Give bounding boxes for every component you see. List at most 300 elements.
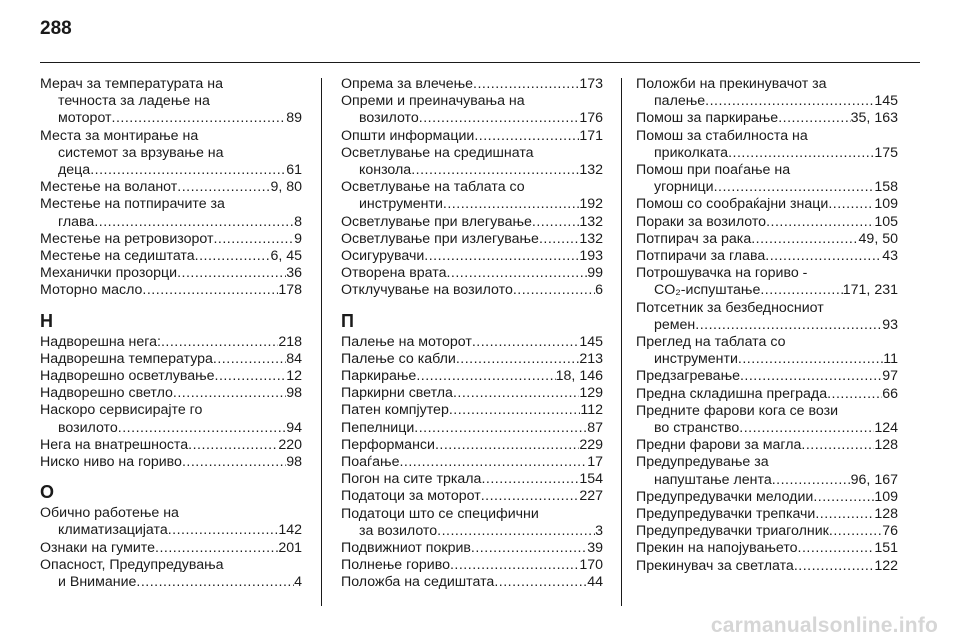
index-entry-term: приколката xyxy=(654,144,729,161)
index-entry xyxy=(40,128,302,180)
index-entry-leader-row xyxy=(636,231,898,248)
dot-leader xyxy=(481,488,580,505)
index-entry-term: возилото xyxy=(58,419,118,436)
dot-leader xyxy=(453,385,579,402)
dot-leader xyxy=(828,196,874,213)
dot-leader xyxy=(161,334,278,351)
index-entry-pages: 173 xyxy=(579,76,603,92)
index-entry-leader-row xyxy=(341,162,603,179)
index-entry-pages: 128 xyxy=(874,437,898,454)
index-entry-text: Потрошувачка на гориво - xyxy=(636,265,808,282)
dot-leader xyxy=(539,231,579,248)
index-entry-leader-row xyxy=(40,437,302,454)
index-entry-term: Помош за паркирање xyxy=(636,110,779,127)
dot-leader xyxy=(766,214,874,231)
dot-leader xyxy=(215,368,287,385)
index-entry xyxy=(636,300,898,334)
dot-leader xyxy=(760,282,842,299)
index-entry-term: Патен компјутер xyxy=(341,402,449,419)
index-entry-text: системот за врзување на xyxy=(58,144,224,161)
dot-leader xyxy=(801,437,874,454)
index-entry-pages: 229 xyxy=(579,436,603,453)
index-entry-term: Ниско ниво на гориво xyxy=(40,454,182,471)
index-entry-pages: 18, 146 xyxy=(555,368,603,385)
index-entry-pages: 93 xyxy=(882,316,898,333)
dot-leader xyxy=(437,523,595,540)
index-entry-pages: 192 xyxy=(579,196,603,213)
dot-leader xyxy=(751,231,858,248)
index-entry-term: угорници xyxy=(654,179,714,196)
index-entry xyxy=(40,557,302,591)
index-entry-term: Надворешна температура xyxy=(40,350,213,367)
index-entry-leader-row xyxy=(40,282,302,299)
index-entry-leader-row xyxy=(341,214,603,231)
index-column-2 xyxy=(341,76,603,592)
index-entry xyxy=(341,93,603,127)
index-entry-term: Паркирни светла xyxy=(341,385,453,402)
index-entry-leader-row xyxy=(40,574,302,591)
index-entry-text: Осветлување на средишната xyxy=(341,144,534,161)
index-entry xyxy=(40,231,302,248)
dot-leader xyxy=(195,248,271,265)
index-entry-leader-row xyxy=(40,334,302,351)
index-entry-term: Нега на внатрешноста xyxy=(40,436,189,453)
index-entry-leader-row xyxy=(341,540,603,557)
dot-leader xyxy=(443,196,579,213)
index-entry-term: Помош со сообраќајни знаци xyxy=(636,196,829,213)
index-entry-term: ремен xyxy=(654,316,696,333)
index-entry-pages: 112 xyxy=(580,402,603,419)
index-entry xyxy=(40,282,302,299)
index-entry-leader-row xyxy=(40,351,302,368)
index-entry-pages: 94 xyxy=(286,419,302,436)
dot-leader xyxy=(829,523,882,540)
index-section-letter: Н xyxy=(40,310,53,331)
index-column-3 xyxy=(636,76,898,575)
dot-leader xyxy=(471,540,587,557)
index-entry-pages: 96, 167 xyxy=(850,471,898,488)
index-entry xyxy=(40,179,302,196)
index-entry xyxy=(341,574,603,591)
index-entry-pages: 84 xyxy=(286,350,302,367)
index-entry-pages: 227 xyxy=(579,488,603,505)
index-entry-text: Наскоро сервисирајте го xyxy=(40,402,203,419)
index-entry-leader-row xyxy=(341,76,603,93)
dot-leader xyxy=(450,557,579,574)
index-entry xyxy=(40,334,302,351)
index-entry-term: Надворешна нега: xyxy=(40,333,161,350)
index-entry-pages: 129 xyxy=(579,385,603,402)
dot-leader xyxy=(695,317,882,334)
index-entry xyxy=(636,265,898,299)
header-rule xyxy=(40,62,920,63)
index-entry-leader-row xyxy=(341,128,603,145)
index-entry xyxy=(40,454,302,471)
index-entry-leader-row xyxy=(636,437,898,454)
index-entry-leader-row xyxy=(341,265,603,282)
index-entry-pages: 109 xyxy=(874,488,898,505)
index-entry-pages: 175 xyxy=(874,144,898,161)
index-entry-leader-row xyxy=(40,162,302,179)
dot-leader xyxy=(449,402,581,419)
index-entry-leader-row xyxy=(341,454,603,471)
index-entry-leader-row xyxy=(636,214,898,231)
index-entry-term: Потпирач за рака xyxy=(636,230,752,247)
index-entry xyxy=(341,334,603,351)
index-entry-leader-row xyxy=(341,437,603,454)
dot-leader xyxy=(142,282,278,299)
index-entry xyxy=(636,506,898,523)
index-entry-term: возилото xyxy=(359,110,419,127)
index-entry-term: инструменти xyxy=(359,196,443,213)
index-entry xyxy=(40,368,302,385)
index-entry-leader-row xyxy=(341,574,603,591)
index-entry-pages: 105 xyxy=(874,213,898,230)
index-entry-term: Прекинувач за светлата xyxy=(636,557,794,574)
index-entry-text: Мерач за температурата на xyxy=(40,76,223,92)
index-entry xyxy=(40,196,302,230)
dot-leader xyxy=(765,248,882,265)
index-entry xyxy=(636,454,898,488)
index-entry-leader-row xyxy=(40,179,302,196)
index-entry xyxy=(341,471,603,488)
index-entry-leader-row xyxy=(40,110,302,127)
index-entry xyxy=(40,248,302,265)
index-entry-text: Опреми и преиначувања на xyxy=(341,93,525,110)
index-entry xyxy=(636,231,898,248)
index-entry-pages: 99 xyxy=(587,265,603,282)
index-entry xyxy=(636,248,898,265)
index-entry xyxy=(341,145,603,179)
index-entry-pages: 76 xyxy=(882,523,898,540)
index-entry-pages: 151 xyxy=(874,540,898,557)
index-entry-text: Предните фарови кога се вози xyxy=(636,402,839,419)
index-entry-term: конзола xyxy=(359,162,412,179)
index-entry-text: Преглед на таблата со xyxy=(636,334,786,351)
index-entry-term: Моторно масло xyxy=(40,282,143,299)
dot-leader xyxy=(456,351,580,368)
index-entry-pages: 145 xyxy=(579,333,603,350)
index-entry-term: климатизацијата xyxy=(58,522,168,539)
dot-leader xyxy=(714,179,875,196)
index-entry xyxy=(341,506,603,540)
index-entry xyxy=(40,540,302,557)
index-entry-pages: 17 xyxy=(587,454,603,471)
dot-leader xyxy=(136,574,294,591)
index-entry xyxy=(636,76,898,110)
index-entry xyxy=(341,265,603,282)
index-entry-pages: 170 xyxy=(579,557,603,574)
dot-leader xyxy=(213,231,294,248)
index-entry-text: течноста за ладење на xyxy=(58,93,210,110)
index-entry-leader-row xyxy=(341,402,603,419)
index-entry-leader-row xyxy=(341,471,603,488)
index-entry-pages: 66 xyxy=(882,385,898,402)
dot-leader xyxy=(473,76,579,93)
index-entry-term: палење xyxy=(654,93,706,110)
dot-leader xyxy=(168,522,279,539)
index-entry xyxy=(636,128,898,162)
index-entry-term: Предзагревање xyxy=(636,368,740,385)
dot-leader xyxy=(813,489,874,506)
index-entry-term: Општи информации xyxy=(341,127,475,144)
dot-leader xyxy=(472,334,580,351)
index-entry-leader-row xyxy=(636,248,898,265)
index-entry-pages: 158 xyxy=(874,179,898,196)
index-entry-leader-row xyxy=(636,282,898,299)
index-entry-pages: 132 xyxy=(579,230,603,247)
index-entry-pages: 220 xyxy=(278,436,302,453)
index-entry xyxy=(636,162,898,196)
index-entry-leader-row xyxy=(636,420,898,437)
index-entry-pages: 6, 45 xyxy=(270,248,302,265)
index-entry-leader-row xyxy=(636,558,898,575)
index-entry-leader-row xyxy=(341,334,603,351)
index-entry-leader-row xyxy=(341,282,603,299)
index-entry-term: моторот xyxy=(58,110,112,127)
index-entry-pages: 97 xyxy=(882,368,898,385)
index-entry-leader-row xyxy=(636,93,898,110)
index-entry-leader-row xyxy=(341,110,603,127)
index-entry-pages: 132 xyxy=(579,162,603,179)
dot-leader xyxy=(118,420,286,437)
index-entry xyxy=(40,402,302,436)
index-entry-leader-row xyxy=(40,248,302,265)
index-entry xyxy=(341,128,603,145)
index-entry-pages: 39 xyxy=(587,540,603,557)
index-entry-term: Предупредувачки триаголник xyxy=(636,523,829,540)
index-entry xyxy=(636,368,898,385)
index-entry xyxy=(341,385,603,402)
dot-leader xyxy=(435,437,579,454)
dot-leader xyxy=(738,351,883,368)
index-entry-text: Помош за стабилноста на xyxy=(636,127,808,144)
index-entry-term: Податоци за моторот xyxy=(341,488,481,505)
index-entry-pages: 178 xyxy=(278,282,302,299)
index-entry xyxy=(40,76,302,128)
index-entry-leader-row xyxy=(341,196,603,213)
index-section-letter: П xyxy=(341,310,354,331)
index-entry xyxy=(341,248,603,265)
column-divider xyxy=(621,78,622,606)
dot-leader xyxy=(173,385,286,402)
index-entry xyxy=(636,334,898,368)
index-entry-term: Потпирачи за глава xyxy=(636,248,766,265)
index-entry-term: Перформанси xyxy=(341,436,435,453)
watermark: carmanualsonline.info xyxy=(710,614,938,637)
index-entry xyxy=(341,420,603,437)
index-entry-term: Поаѓање xyxy=(341,454,400,471)
index-entry-pages: 171 xyxy=(579,127,603,144)
dot-leader xyxy=(778,110,850,127)
page-number: 288 xyxy=(40,18,72,39)
dot-leader xyxy=(474,128,579,145)
index-entry-term: Отворена врата xyxy=(341,265,447,282)
index-entry-term: за возилото xyxy=(359,522,438,539)
index-entry-term: Полнење гориво xyxy=(341,557,450,574)
index-entry-text: Местење на потпирачите за xyxy=(40,196,225,213)
dot-leader xyxy=(182,454,286,471)
index-entry-term: Предна складишна преграда xyxy=(636,385,828,402)
index-entry xyxy=(341,179,603,213)
index-entry xyxy=(341,368,603,385)
index-entry-term: Предни фарови за магла xyxy=(636,437,802,454)
index-entry-term: Местење на ретровизорот xyxy=(40,230,214,247)
index-entry-text: Обично работење на xyxy=(40,505,179,522)
index-entry-term: во странство xyxy=(654,420,740,437)
dot-leader xyxy=(411,162,579,179)
index-entry-pages: 98 xyxy=(286,385,302,402)
dot-leader xyxy=(446,265,587,282)
dot-leader xyxy=(494,574,587,591)
index-entry-leader-row xyxy=(341,368,603,385)
index-entry xyxy=(341,282,603,299)
index-entry-term: Палење на моторот xyxy=(341,333,472,350)
index-entry-term: Местење на седиштата xyxy=(40,248,195,265)
dot-leader xyxy=(815,506,874,523)
dot-leader xyxy=(90,162,286,179)
index-entry xyxy=(636,523,898,540)
index-entry-term: Надворешно осветлување xyxy=(40,368,215,385)
index-entry-leader-row xyxy=(341,231,603,248)
index-entry-text: Податоци што се специфични xyxy=(341,505,539,522)
index-entry-leader-row xyxy=(636,489,898,506)
dot-leader xyxy=(155,540,278,557)
index-entry xyxy=(341,76,603,93)
index-entry-leader-row xyxy=(636,523,898,540)
index-entry-term: Паркирање xyxy=(341,368,417,385)
index-entry-pages: 98 xyxy=(286,454,302,471)
dot-leader xyxy=(94,214,294,231)
index-entry-leader-row xyxy=(40,540,302,557)
index-entry-leader-row xyxy=(40,368,302,385)
index-entry-pages: 44 xyxy=(587,574,603,591)
index-entry-term: Опрема за влечење xyxy=(341,76,474,92)
index-entry xyxy=(636,437,898,454)
index-entry-pages: 9, 80 xyxy=(270,179,302,196)
index-entry-leader-row xyxy=(40,214,302,231)
dot-leader xyxy=(424,248,579,265)
index-entry-term: и Внимание xyxy=(58,574,137,591)
index-entry-text: Предупредување за xyxy=(636,454,769,471)
dot-leader xyxy=(739,420,874,437)
index-entry-pages: 109 xyxy=(874,196,898,213)
dot-leader xyxy=(213,351,286,368)
dot-leader xyxy=(481,471,579,488)
index-entry-text: Помош при поаѓање на xyxy=(636,162,791,179)
index-entry xyxy=(341,437,603,454)
index-entry xyxy=(636,196,898,213)
index-entry-term: инструменти xyxy=(654,351,738,368)
index-entry-pages: 49, 50 xyxy=(858,230,898,247)
index-entry-pages: 4 xyxy=(294,574,302,591)
dot-leader xyxy=(740,368,882,385)
index-entry-pages: 142 xyxy=(278,522,302,539)
index-entry-text: Потсетник за безбедносниот xyxy=(636,299,824,316)
index-entry-pages: 218 xyxy=(278,333,302,350)
index-entry-term: Погон на сите тркала xyxy=(341,471,482,488)
index-entry-text: Положби на прекинувачот за xyxy=(636,76,827,92)
index-entry-leader-row xyxy=(40,385,302,402)
dot-leader xyxy=(414,420,587,437)
index-entry xyxy=(636,540,898,557)
index-entry-leader-row xyxy=(341,557,603,574)
dot-leader xyxy=(177,179,270,196)
index-entry-pages: 87 xyxy=(587,419,603,436)
index-entry-leader-row xyxy=(40,522,302,539)
index-entry-term: Осветлување при излегување xyxy=(341,230,539,247)
index-entry-term: CO₂-испуштање xyxy=(654,282,761,299)
index-entry-leader-row xyxy=(636,145,898,162)
index-entry-term: глава xyxy=(58,213,95,230)
index-entry-pages: 201 xyxy=(278,539,302,556)
index-entry-leader-row xyxy=(636,179,898,196)
index-entry-leader-row xyxy=(636,472,898,489)
index-entry-leader-row xyxy=(636,506,898,523)
index-entry-leader-row xyxy=(341,488,603,505)
index-entry-pages: 11 xyxy=(883,351,898,368)
index-entry-pages: 43 xyxy=(882,248,898,265)
dot-leader xyxy=(794,558,875,575)
index-entry-pages: 213 xyxy=(579,350,603,367)
index-entry xyxy=(341,402,603,419)
index-entry-pages: 12 xyxy=(286,368,302,385)
dot-leader xyxy=(728,145,874,162)
index-entry-pages: 193 xyxy=(579,248,603,265)
index-entry-pages: 6 xyxy=(595,282,603,299)
index-entry-leader-row xyxy=(636,110,898,127)
index-entry-term: Предупредувачки трепкачи xyxy=(636,506,816,523)
index-entry-pages: 36 xyxy=(286,265,302,282)
index-entry-leader-row xyxy=(341,385,603,402)
index-section-letter: О xyxy=(40,482,55,503)
index-entry-term: Ознаки на гумите xyxy=(40,539,156,556)
index-entry-leader-row xyxy=(341,420,603,437)
dot-leader xyxy=(419,110,580,127)
index-column-1 xyxy=(40,76,302,591)
index-entry-term: деца xyxy=(58,162,91,179)
dot-leader xyxy=(188,437,278,454)
index-entry xyxy=(636,110,898,127)
index-entry xyxy=(40,505,302,539)
index-entry-term: Надворешно светло xyxy=(40,385,173,402)
index-entry-leader-row xyxy=(40,265,302,282)
index-entry-leader-row xyxy=(636,386,898,403)
index-entry-leader-row xyxy=(341,351,603,368)
dot-leader xyxy=(177,265,286,282)
index-entry-pages: 124 xyxy=(874,420,898,437)
index-entry xyxy=(341,231,603,248)
index-entry xyxy=(341,214,603,231)
index-entry xyxy=(636,403,898,437)
index-entry-term: Пораки за возилото xyxy=(636,213,767,230)
index-entry-text: Осветлување на таблата со xyxy=(341,179,525,196)
dot-leader xyxy=(532,214,579,231)
index-entry xyxy=(40,385,302,402)
index-entry xyxy=(636,489,898,506)
index-entry xyxy=(636,558,898,575)
index-entry-pages: 176 xyxy=(579,110,603,127)
index-entry-leader-row xyxy=(636,368,898,385)
index-entry-pages: 89 xyxy=(286,110,302,127)
index-entry-term: Осигурувачи xyxy=(341,248,425,265)
index-entry-term: Механички прозорци xyxy=(40,265,178,282)
index-entry-pages: 9 xyxy=(294,230,302,247)
index-entry-pages: 122 xyxy=(874,557,898,574)
index-entry-term: Осветлување при влегување xyxy=(341,213,532,230)
index-entry-leader-row xyxy=(636,351,898,368)
index-entry xyxy=(636,214,898,231)
